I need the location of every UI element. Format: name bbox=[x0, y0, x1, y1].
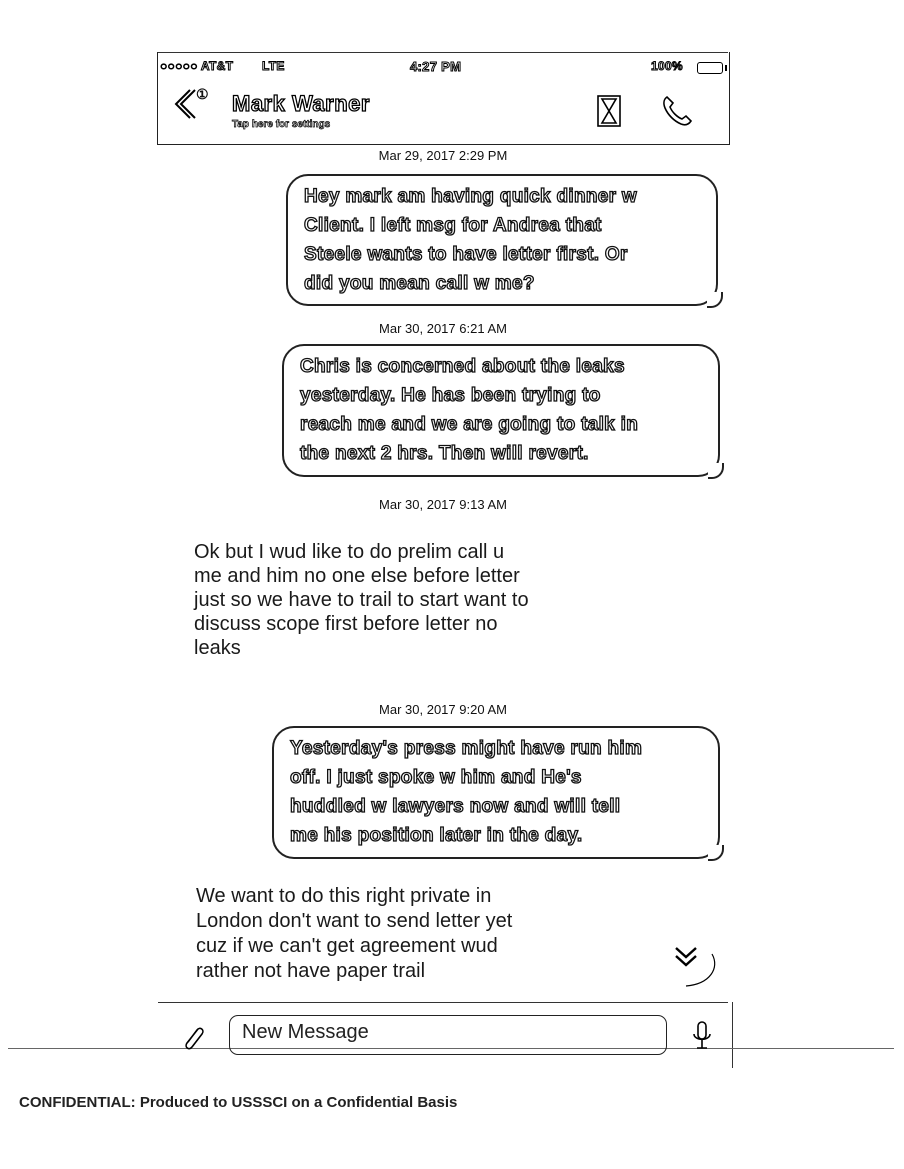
timer-button[interactable] bbox=[596, 94, 622, 133]
status-network: LTE bbox=[262, 59, 285, 73]
paperclip-icon bbox=[180, 1023, 206, 1053]
message-line: me his position later in the day. bbox=[290, 825, 583, 846]
composer-top-border bbox=[158, 1002, 728, 1003]
message-line: me and him no one else before letter bbox=[194, 565, 520, 587]
message-timestamp: Mar 30, 2017 9:20 AM bbox=[379, 702, 507, 717]
message-line: Ok but I wud like to do prelim call u bbox=[194, 541, 505, 563]
scroll-to-bottom-button[interactable] bbox=[668, 940, 724, 997]
microphone-icon bbox=[691, 1019, 713, 1053]
message-line: London don't want to send letter yet bbox=[196, 910, 513, 932]
message-line: cuz if we can't get agreement wud bbox=[196, 935, 498, 957]
message-line: We want to do this right private in bbox=[196, 885, 492, 907]
hourglass-icon bbox=[596, 94, 622, 128]
message-line: leaks bbox=[194, 637, 241, 659]
bubble-tail bbox=[708, 845, 724, 861]
message-line: Steele wants to have letter first. Or bbox=[304, 244, 628, 265]
confidential-notice: CONFIDENTIAL: Produced to USSSCI on a Confidential Basis bbox=[19, 1094, 458, 1111]
bubble-tail bbox=[708, 463, 724, 479]
message-line: reach me and we are going to talk in bbox=[300, 414, 639, 435]
new-message-field[interactable] bbox=[229, 1015, 667, 1055]
phone-icon bbox=[660, 94, 694, 128]
message-line: off. I just spoke w him and He's bbox=[290, 767, 582, 788]
message-line: Hey mark am having quick dinner w bbox=[304, 186, 638, 207]
status-carrier: ○○○○○ AT&T bbox=[160, 59, 234, 73]
contact-name[interactable]: Mark Warner bbox=[232, 91, 370, 116]
settings-hint[interactable]: Tap here for settings bbox=[232, 119, 331, 130]
message-timestamp: Mar 30, 2017 6:21 AM bbox=[379, 321, 507, 336]
message-line: did you mean call w me? bbox=[304, 273, 535, 294]
unread-badge: ① bbox=[196, 86, 209, 102]
status-time: 4:27 PM bbox=[410, 59, 462, 74]
message-timestamp: Mar 29, 2017 2:29 PM bbox=[378, 148, 508, 163]
message-line: Yesterday's press might have run him bbox=[290, 738, 643, 759]
call-button[interactable] bbox=[660, 94, 694, 133]
message-line: Client. I left msg for Andrea that bbox=[304, 215, 602, 236]
message-timestamp: Mar 30, 2017 9:13 AM bbox=[379, 497, 507, 512]
status-battery-text: 100% bbox=[651, 59, 683, 73]
message-line: rather not have paper trail bbox=[196, 960, 426, 982]
incoming-message[interactable] bbox=[196, 884, 636, 984]
message-line: Chris is concerned about the leaks bbox=[300, 356, 625, 377]
composer-right-border bbox=[732, 1002, 733, 1068]
message-line: discuss scope first before letter no bbox=[194, 613, 498, 635]
message-line: huddled w lawyers now and will tell bbox=[290, 796, 621, 817]
bubble-tail bbox=[707, 292, 723, 308]
message-input[interactable] bbox=[240, 1020, 644, 1045]
double-chevron-down-icon bbox=[668, 940, 724, 992]
message-line: just so we have to trail to start want to bbox=[194, 589, 529, 611]
incoming-message[interactable] bbox=[194, 540, 634, 660]
outgoing-message-bubble[interactable] bbox=[272, 726, 720, 859]
outgoing-message-bubble[interactable] bbox=[286, 174, 718, 306]
attach-button[interactable] bbox=[180, 1023, 206, 1058]
microphone-button[interactable] bbox=[691, 1019, 713, 1058]
message-line: the next 2 hrs. Then will revert. bbox=[300, 443, 589, 464]
message-line: yesterday. He has been trying to bbox=[300, 385, 601, 406]
outgoing-message-bubble[interactable] bbox=[282, 344, 720, 477]
